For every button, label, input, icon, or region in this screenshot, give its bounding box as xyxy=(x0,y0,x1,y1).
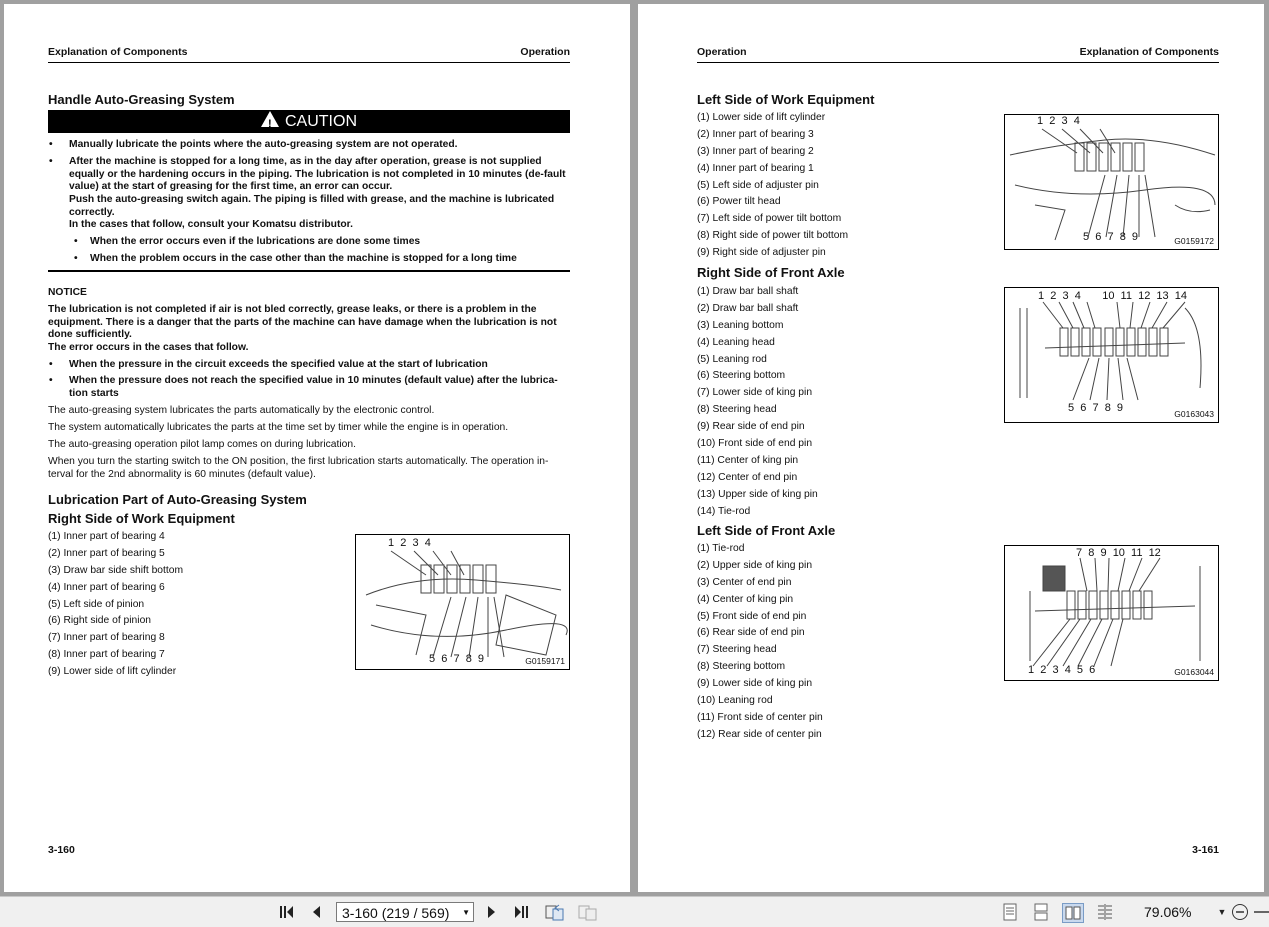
caution-text: In the cases that follow, consult your Komatsu distributor. xyxy=(69,219,353,230)
notice-text: The lubrication is not completed if air is not bled correctly, grease leaks, or there is a problem in the equipment. There is a danger that the parts of the machine can have damage when the lubrication is not done sufficiently. xyxy=(48,304,557,340)
callout-top: 1 2 3 4 xyxy=(388,537,431,549)
section-title: Handle Auto-Greasing System xyxy=(48,92,235,107)
lube-title: Lubrication Part of Auto-Greasing System xyxy=(48,492,307,507)
list-item: (1) Inner part of bearing 4 xyxy=(48,531,165,542)
caution-sub-bullet: • When the error occurs even if the lubrications are done some times xyxy=(90,236,570,249)
list-item: (1) Lower side of lift cylinder xyxy=(697,112,826,123)
caution-bullet: • After the machine is stopped for a long time, as in the day after operation, grease is not supplied equally or the hardening occurs in the piping. The lubrication is not completed in 10 minutes (de-fault value) at the start of greasing for the first time, an error can occur. xyxy=(69,156,570,194)
caution-text: Push the auto-greasing switch again. The piping is filled with grease, and the machine is lubricated correctly. xyxy=(69,194,555,218)
list-item: (8) Steering bottom xyxy=(697,661,786,673)
list-item: (13) Upper side of king pin xyxy=(697,488,818,500)
go-forward-view-icon[interactable] xyxy=(578,903,598,921)
figure-id: G0159171 xyxy=(525,656,565,666)
list-item: (10) Leaning rod xyxy=(697,695,773,707)
list-item: (7) Left side of power tilt bottom xyxy=(697,213,842,225)
rsfa-list xyxy=(697,284,818,520)
list-item: (7) Steering head xyxy=(697,644,777,656)
list-item: (7) Inner part of bearing 8 xyxy=(48,632,165,644)
go-back-view-icon[interactable] xyxy=(545,903,565,921)
page-number: 3-161 xyxy=(1192,844,1219,856)
list-item: (1) Draw bar ball shaft xyxy=(697,286,799,297)
list-item: (6) Steering bottom xyxy=(697,370,786,382)
list-item: (9) Right side of adjuster pin xyxy=(697,247,826,259)
zoom-slider[interactable] xyxy=(1254,903,1269,921)
list-item: (2) Inner part of bearing 3 xyxy=(697,128,814,140)
continuous-view-icon[interactable] xyxy=(1031,903,1051,921)
notice-bullet: • When the pressure in the circuit exceeds the specified value at the start of lubrication xyxy=(69,359,570,372)
list-item: (5) Left side of pinion xyxy=(48,598,145,610)
caution-end-rule xyxy=(48,270,570,272)
running-header-right: Operation xyxy=(520,46,570,58)
list-item: (8) Right side of power tilt bottom xyxy=(697,230,849,242)
caution-label: CAUTION xyxy=(285,113,357,130)
callout-bottom: 5 6 7 8 9 xyxy=(429,653,485,665)
machine-illustration xyxy=(1005,115,1218,249)
lswe-list xyxy=(697,110,848,262)
list-item: (8) Steering head xyxy=(697,404,777,416)
list-item: (5) Leaning rod xyxy=(697,353,767,365)
caution-banner xyxy=(48,110,570,133)
figure-id: G0163044 xyxy=(1174,667,1214,677)
figure-id: G0163043 xyxy=(1174,409,1214,419)
zoom-level[interactable]: 79.06% xyxy=(1144,904,1192,920)
list-item: (6) Rear side of end pin xyxy=(697,627,805,639)
figure-lswe xyxy=(1004,114,1219,250)
zoom-out-icon[interactable] xyxy=(1230,903,1250,921)
body-paragraph: The auto-greasing operation pilot lamp comes on during lubrication. xyxy=(48,439,356,450)
page-left xyxy=(4,4,630,892)
figure-rswe xyxy=(355,534,570,670)
next-page-icon[interactable] xyxy=(482,903,502,921)
callout-top: 1 2 3 4 10 11 12 13 14 xyxy=(1038,290,1188,302)
warning-icon: ! xyxy=(261,111,279,127)
facing-view-icon[interactable] xyxy=(1062,903,1084,923)
lsfa-title: Left Side of Front Axle xyxy=(697,523,836,538)
viewer-toolbar xyxy=(0,896,1269,927)
rswe-list xyxy=(48,529,183,681)
list-item: (9) Rear side of end pin xyxy=(697,421,805,433)
list-item: (9) Lower side of king pin xyxy=(697,678,813,690)
figure-lsfa xyxy=(1004,545,1219,681)
list-item: (12) Center of end pin xyxy=(697,471,798,483)
callout-bottom: 1 2 3 4 5 6 xyxy=(1028,664,1096,676)
list-item: (2) Draw bar ball shaft xyxy=(697,302,799,314)
list-item: (3) Leaning bottom xyxy=(697,319,784,331)
list-item: (2) Inner part of bearing 5 xyxy=(48,547,165,559)
notice-label: NOTICE xyxy=(48,287,87,298)
list-item: (5) Left side of adjuster pin xyxy=(697,179,819,191)
callout-top: 1 2 3 4 xyxy=(1037,115,1080,127)
chevron-down-icon[interactable]: ▼ xyxy=(462,908,470,917)
single-page-view-icon[interactable] xyxy=(1000,903,1020,921)
list-item: (4) Inner part of bearing 1 xyxy=(697,162,814,174)
header-rule xyxy=(697,62,1219,63)
page-number-field[interactable] xyxy=(336,902,474,922)
list-item: (12) Rear side of center pin xyxy=(697,728,822,740)
list-item: (9) Lower side of lift cylinder xyxy=(48,666,177,678)
callout-top: 7 8 9 10 11 12 xyxy=(1076,547,1161,559)
list-item: (6) Power tilt head xyxy=(697,196,781,208)
zoom-dropdown-icon[interactable]: ▼ xyxy=(1217,907,1227,917)
list-item: (4) Inner part of bearing 6 xyxy=(48,581,165,593)
previous-page-icon[interactable] xyxy=(306,903,326,921)
running-header-left: Operation xyxy=(697,46,747,58)
list-item: (3) Center of end pin xyxy=(697,576,792,588)
continuous-facing-view-icon[interactable] xyxy=(1095,903,1115,921)
list-item: (4) Center of king pin xyxy=(697,593,794,605)
lsfa-list xyxy=(697,541,823,744)
body-paragraph: The system automatically lubricates the parts at the time set by timer while the engine is in operation. xyxy=(48,422,509,433)
axle-illustration xyxy=(1005,546,1218,680)
list-item: (14) Tie-rod xyxy=(697,505,751,517)
figure-id: G0159172 xyxy=(1174,236,1214,246)
list-item: (1) Tie-rod xyxy=(697,543,745,554)
list-item: (11) Center of king pin xyxy=(697,454,799,466)
list-item: (6) Right side of pinion xyxy=(48,615,152,627)
body-paragraph: When you turn the starting switch to the ON position, the first lubrication starts automatically. The operation in-terval for the 2nd abnormality is 60 minutes (default value). xyxy=(48,456,549,480)
figure-rsfa xyxy=(1004,287,1219,423)
list-item: (11) Front side of center pin xyxy=(697,711,823,723)
running-header-right: Explanation of Components xyxy=(1079,46,1219,58)
notice-cases: The error occurs in the cases that follow. xyxy=(48,342,249,353)
machine-illustration xyxy=(356,535,569,669)
list-item: (3) Inner part of bearing 2 xyxy=(697,145,814,157)
callout-bottom: 5 6 7 8 9 xyxy=(1068,402,1124,414)
rsfa-title: Right Side of Front Axle xyxy=(697,265,845,280)
list-item: (5) Front side of end pin xyxy=(697,610,807,622)
header-rule xyxy=(48,62,570,63)
body-paragraph: The auto-greasing system lubricates the parts automatically by the electronic control. xyxy=(48,405,435,416)
page-number: 3-160 xyxy=(48,844,75,856)
list-item: (8) Inner part of bearing 7 xyxy=(48,649,165,661)
first-page-icon[interactable] xyxy=(276,903,296,921)
lswe-title: Left Side of Work Equipment xyxy=(697,92,875,107)
page-right xyxy=(638,4,1264,892)
list-item: (4) Leaning head xyxy=(697,336,775,348)
notice-bullet: • When the pressure does not reach the specified value in 10 minutes (default value) after the lubrica-tion starts xyxy=(69,375,570,400)
callout-bottom: 5 6 7 8 9 xyxy=(1083,231,1139,243)
list-item: (2) Upper side of king pin xyxy=(697,559,813,571)
running-header-left: Explanation of Components xyxy=(48,46,188,58)
rswe-title: Right Side of Work Equipment xyxy=(48,511,235,526)
list-item: (3) Draw bar side shift bottom xyxy=(48,564,184,576)
list-item: (7) Lower side of king pin xyxy=(697,387,813,399)
last-page-icon[interactable] xyxy=(512,903,532,921)
list-item: (10) Front side of end pin xyxy=(697,438,813,450)
caution-bullet: • Manually lubricate the points where the auto-greasing system are not operated. xyxy=(69,139,570,152)
page-number-value: 3-160 (219 / 569) xyxy=(342,905,450,921)
caution-sub-bullet: • When the problem occurs in the case other than the machine is stopped for a long time xyxy=(90,253,570,266)
